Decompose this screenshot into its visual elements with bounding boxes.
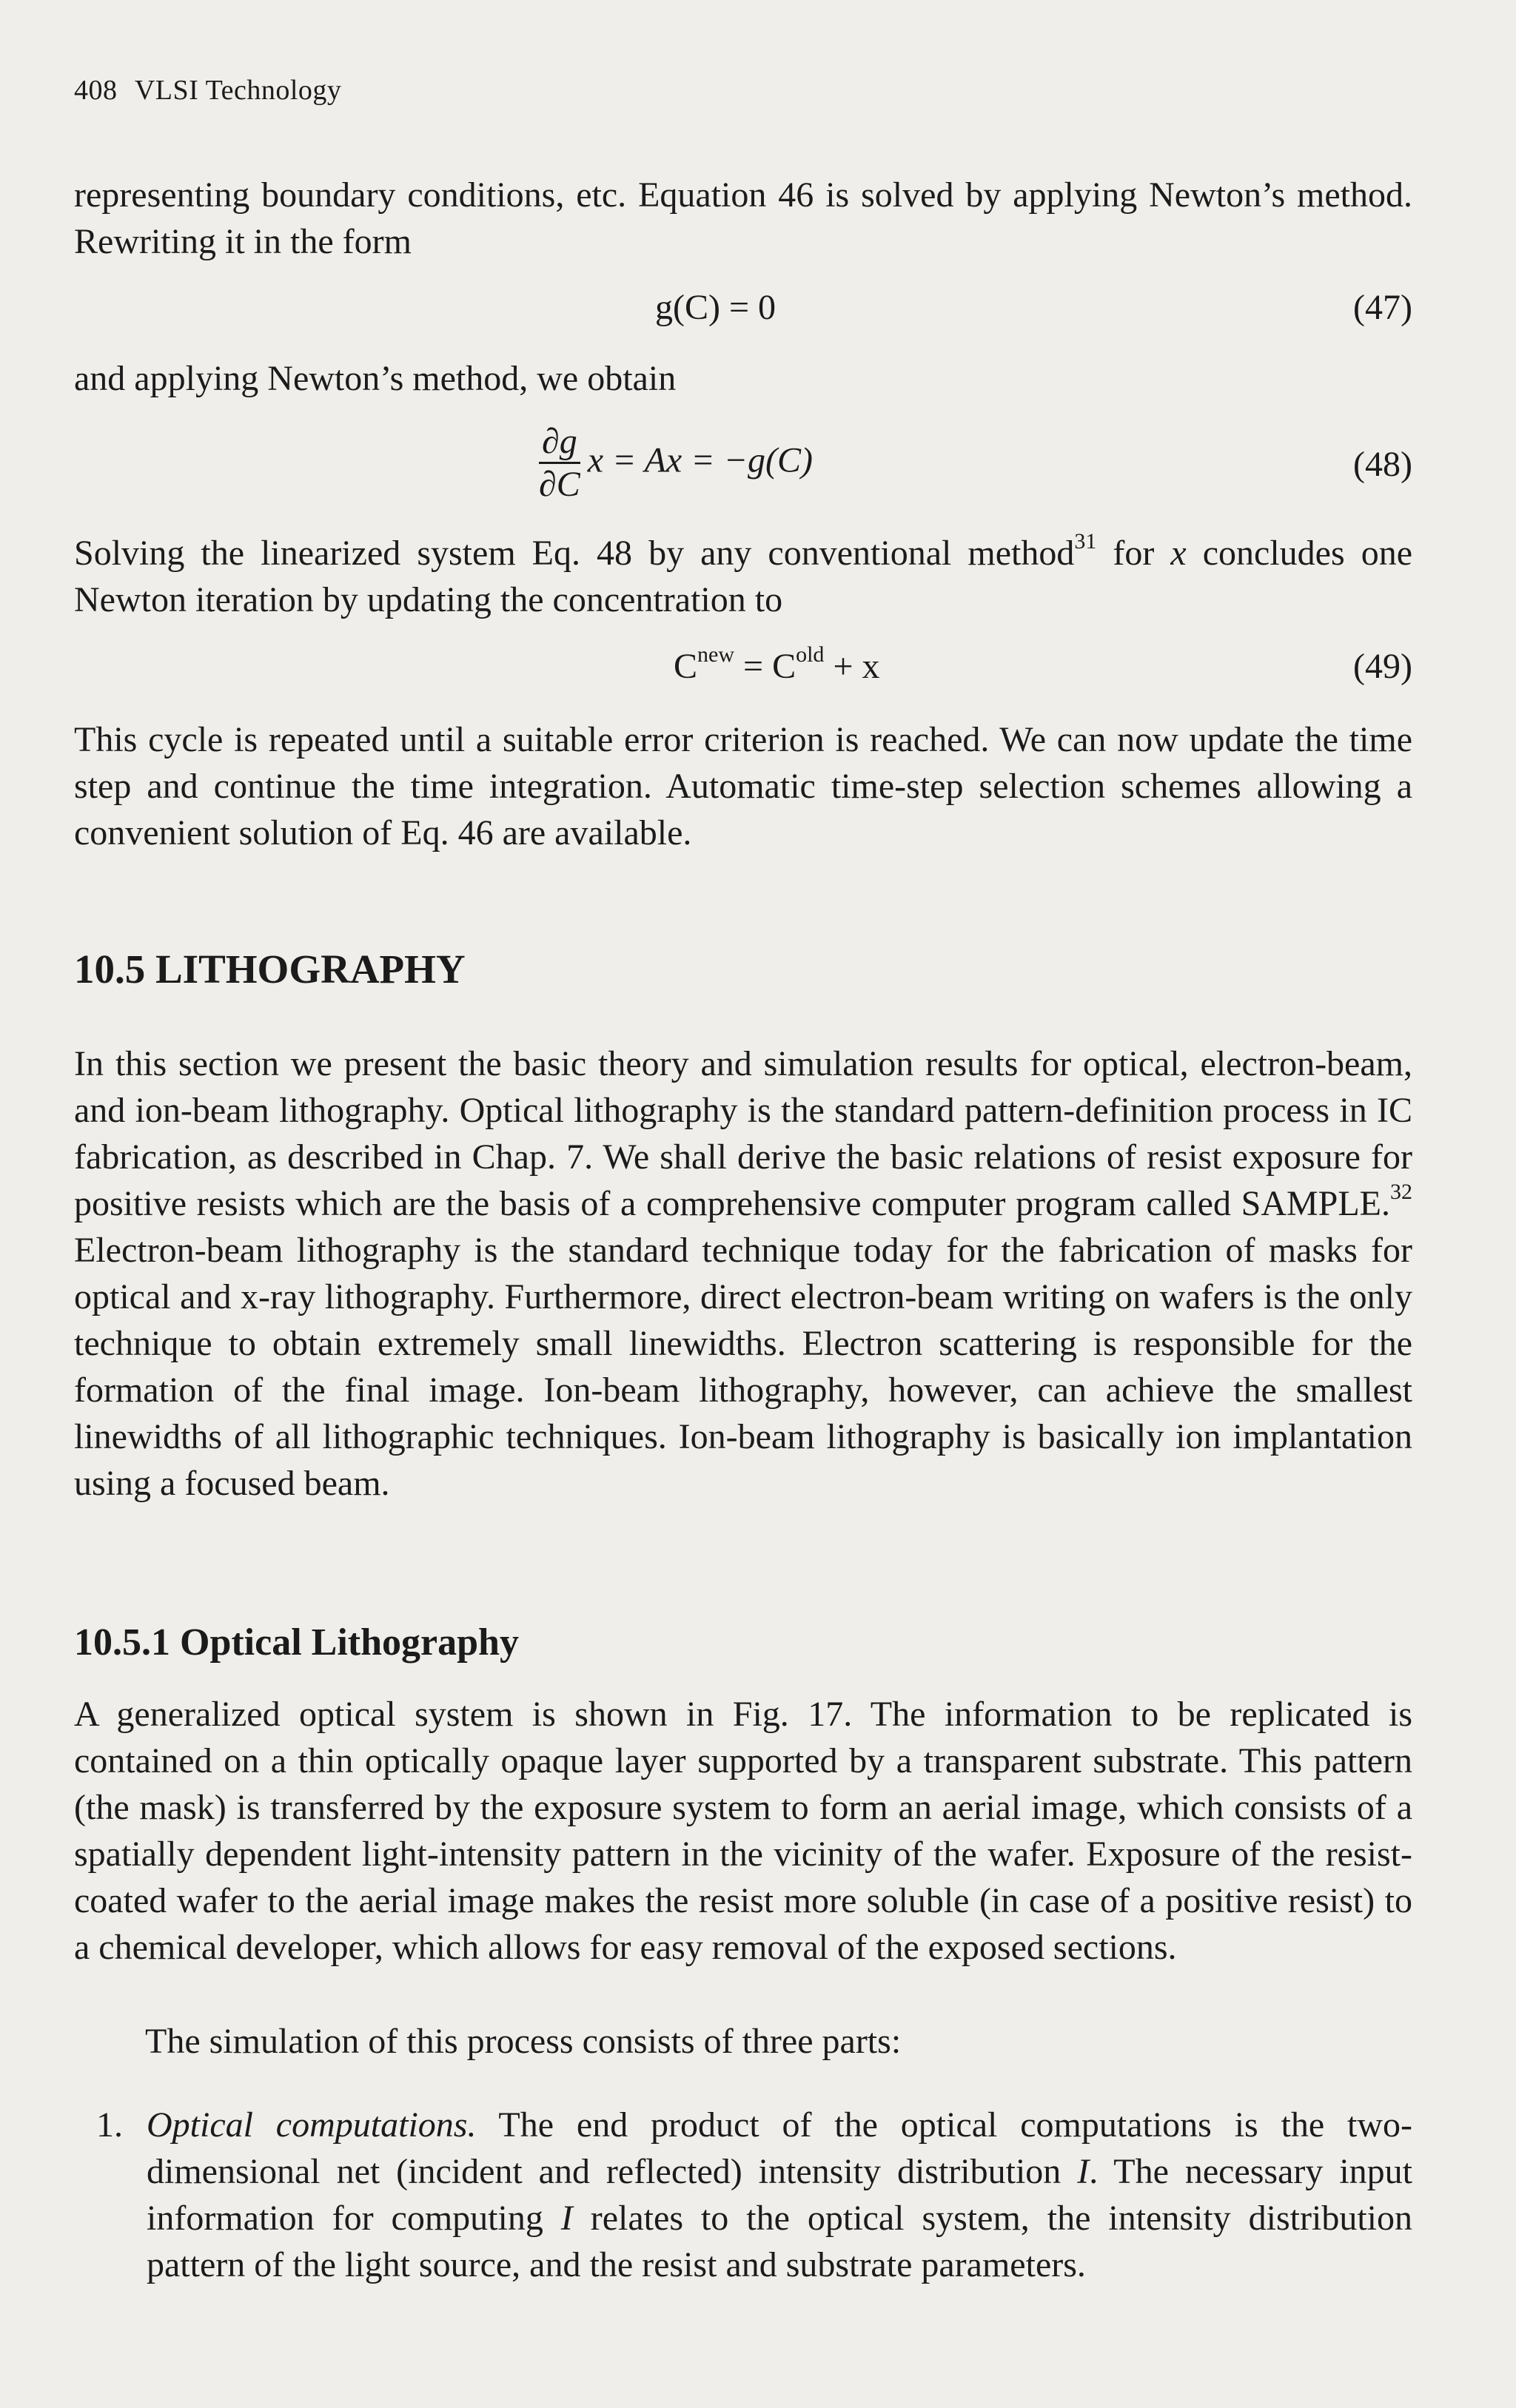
paragraph-cycle-repeated: This cycle is repeated until a suitable error criterion is reached. We can now update the time step and continue the time integration. Automatic time-step selection schemes allowing a convenient solution of Eq. 46 are available. xyxy=(74,720,1412,852)
list-item-title: Optical computations. xyxy=(147,2105,477,2145)
reference-31: 31 xyxy=(1074,529,1097,554)
reference-32: 32 xyxy=(1390,1180,1412,1204)
paragraph-optical-system: A generalized optical system is shown in Fig. 17. The information to be replicated is contained on a thin optically opaque layer supported by a transparent substrate. This pattern (the mask) is transferred by the exposure system to form an aerial image, which consists of a spatially dependent light-intensity pattern in the vicinity of the wafer. Exposure of the resist-coated wafer to the aerial image makes the resist more soluble (in case of a positive resist) to a chemical developer, which allows for easy removal of the exposed sections. xyxy=(74,1695,1412,1967)
running-header xyxy=(74,74,341,107)
equation-48 xyxy=(74,422,1412,518)
paragraph-applying-newton: and applying Newton’s method, we obtain xyxy=(74,359,677,398)
equation-47-expression: g(C) = 0 xyxy=(655,288,777,327)
equation-49-number: (49) xyxy=(1353,647,1412,686)
fraction-numerator: ∂g xyxy=(539,422,580,464)
equation-48-expression: x = Ax = −g(C) xyxy=(587,440,813,480)
paragraph-lithography-intro: In this section we present the basic theory and simulation results for optical, electron-beam, and ion-beam lithography. Optical lithography is the standard pattern-definition process in IC fabrication, as described in Chap. 7. We shall derive the basic relations of resist exposure for positive resists which are the basis of a comprehensive computer program called SAMPLE.$^{32}$ Electron-beam lithography is the standard technique today for the fabrication of masks for optical and x-ray lithography. Furthermore, direct electron-beam writing on wafers is the only technique to obtain extremely small linewidths. Electron scattering is responsible for the formation of the final image. Ion-beam lithography, however, can achieve the smallest linewidths of all lithographic techniques. Ion-beam lithography is basically ion implantation using a focused beam. xyxy=(74,1044,1412,1503)
paragraph-three-parts: The simulation of this process consists of three parts: xyxy=(145,2022,902,2061)
paragraph-newton-intro: representing boundary conditions, etc. Equation 46 is solved by applying Newton’s method. Rewriting it in the form xyxy=(74,175,1412,261)
running-title: VLSI Technology xyxy=(134,75,342,106)
fraction-denominator: ∂C xyxy=(539,465,580,504)
equation-47 xyxy=(74,287,1412,346)
list-marker: 1. xyxy=(96,2105,123,2145)
equation-48-number: (48) xyxy=(1353,445,1412,484)
page-number: 408 xyxy=(74,75,118,106)
equation-49-expression: $C^{new} = C^{old} + x$ xyxy=(674,642,880,686)
equation-47-number: (47) xyxy=(1353,288,1412,327)
equation-48-fraction xyxy=(539,422,580,505)
paragraph-linearized-system: Solving the linearized system Eq. 48 by any conventional method$^{31}$ for x concludes one Newton iteration by updating the concentration to xyxy=(74,529,1412,619)
list-item-optical-computations: 1. Optical computations. The end product of the optical computations is the two-dimensional net (incident and reflected) intensity distribution I. The necessary input information for computing I relates to the optical system, the intensity distribution pattern of the light source, and the resist and substrate parameters. xyxy=(96,2102,1412,2288)
equation-49 xyxy=(74,642,1412,705)
section-heading-lithography: 10.5 LITHOGRAPHY xyxy=(74,946,466,992)
subsection-heading-optical-lithography: 10.5.1 Optical Lithography xyxy=(74,1621,519,1664)
